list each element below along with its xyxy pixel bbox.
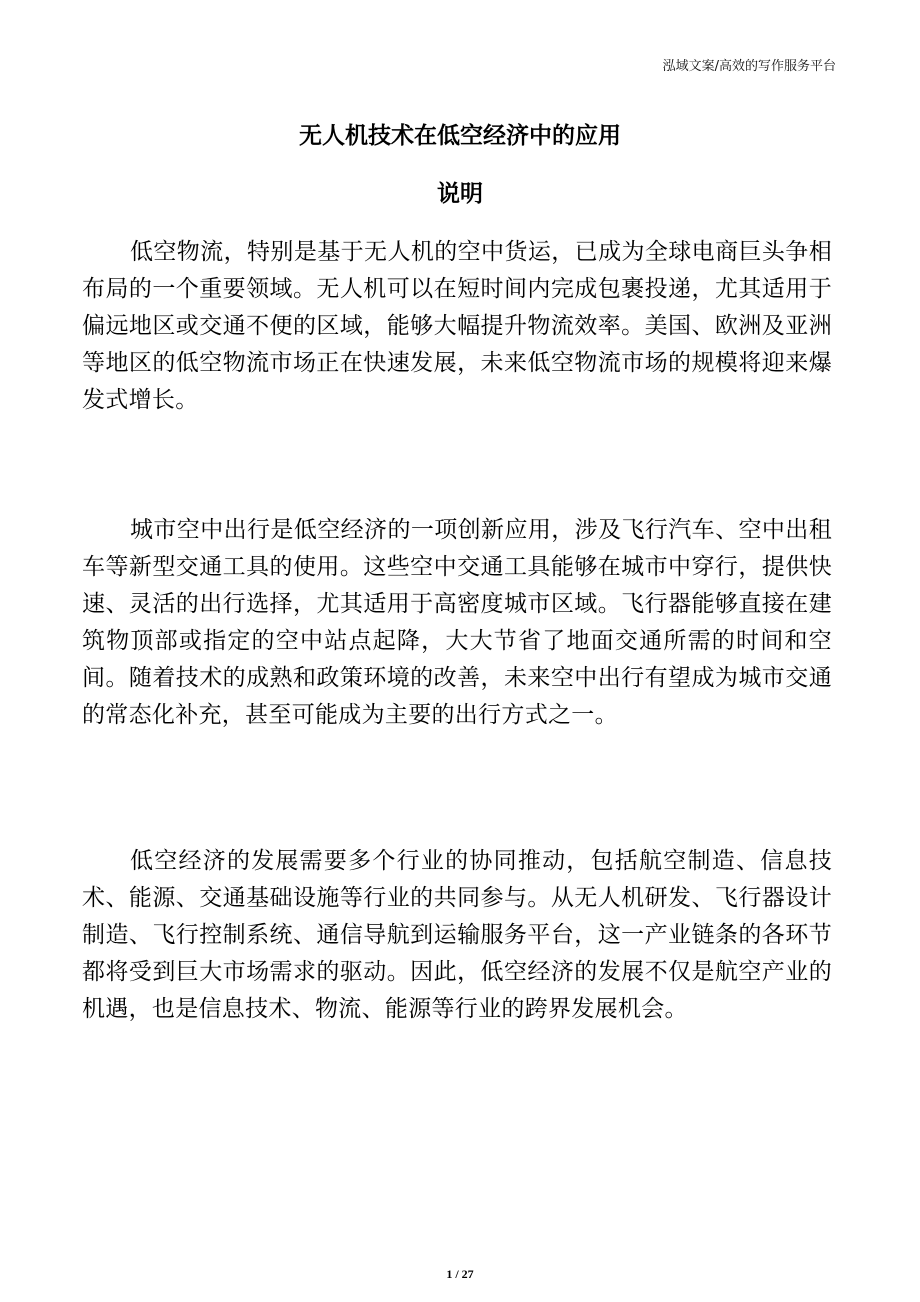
document-title: 无人机技术在低空经济中的应用 (299, 123, 621, 149)
paragraph: 低空物流，特别是基于无人机的空中货运，已成为全球电商巨头争相布局的一个重要领域。无人机可以在短时间内完成包裹投递，尤其适用于偏远地区或交通不便的区域，能够大幅提升物流效率。美国、欧洲及亚洲等地区的低空物流市场正在快速发展，未来低空物流市场的规模将迎来爆发式增长。 (82, 239, 832, 413)
paragraph: 低空经济的发展需要多个行业的协同推动，包括航空制造、信息技术、能源、交通基础设施等行业的共同参与。从无人机研发、飞行器设计制造、飞行控制系统、通信导航到运输服务平台，这一产业链条的各环节都将受到巨大市场需求的驱动。因此，低空经济的发展不仅是航空产业的机遇，也是信息技术、物流、能源等行业的跨界发展机会。 (82, 848, 832, 1022)
page-number: 1 / 27 (446, 1267, 474, 1281)
section-heading: 说明 (437, 181, 483, 207)
document-body (82, 0, 832, 1302)
paragraph: 城市空中出行是低空经济的一项创新应用，涉及飞行汽车、空中出租车等新型交通工具的使用。这些空中交通工具能够在城市中穿行，提供快速、灵活的出行选择，尤其适用于高密度城市区域。飞行器能够直接在建筑物顶部或指定的空中站点起降，大大节省了地面交通所需的时间和空间。随着技术的成熟和政策环境的改善，未来空中出行有望成为城市交通的常态化补充，甚至可能成为主要的出行方式之一。 (82, 517, 832, 728)
header-brand-text: 泓域文案/高效的写作服务平台 (662, 59, 836, 74)
